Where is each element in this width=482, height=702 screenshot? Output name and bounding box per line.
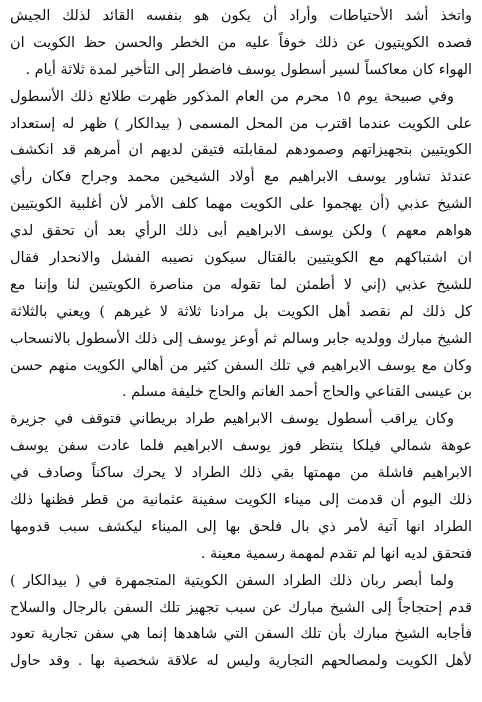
text-line: بن عيسى القناعي والحاج أحمد الغانم والحاج خليفة مسلم . <box>122 384 472 401</box>
text-line: فتحقق لديه انها لم تقدم لمهمة رسمية معينة . <box>200 545 472 562</box>
text-line: عوهة شمالي فيلكا ينتظر فوز يوسف الابراهيم فلما عادت سفن يوسف <box>10 438 472 455</box>
document-page <box>10 3 472 702</box>
text-line: الطراد انها آتية لأمر ذي بال فلحق بها إلى الميناء ليكشف سبب قدومها <box>10 518 472 535</box>
text-line: الشيخ مبارك وولديه جابر وسالم ثم أوعز يوسف إلى ذلك الأسطول بالانسحاب <box>10 330 472 347</box>
text-line: ذلك اليوم أن قدمت إلى ميناء الكويت سفينة عثمانية من قطر فظنها ذلك <box>10 492 472 509</box>
text-line: وكان يراقب أسطول يوسف الابراهيم طراد بريطاني فتوقف في جزيرة <box>10 411 454 428</box>
text-line: ولما أبصر ربان ذلك الطراد السفن الكويتية المتجمهرة في ( بيدالكار ) <box>10 572 454 589</box>
text-line: الابراهيم فاشلة من مهمتها بقي ذلك الطراد لا يحرك ساكناً وصادف في <box>10 465 472 482</box>
text-line: قدم إحتجاجاً إلى الشيخ مبارك عن سبب تجهيز تلك السفن بالرجال والسلاح <box>10 599 472 616</box>
text-line: عندئذ تشاور يوسف الابراهيم مع أولاد الشيخين محمد وجراح فكان رأي <box>10 169 472 186</box>
text-line: وكان مع يوسف الابراهيم في تلك السفن كثير من أهالي الكويت منهم حسن <box>10 357 472 374</box>
text-line: على الكويت عندما اقترب من المحل المسمى ( بيدالكار ) ظهر له إستعداد <box>10 115 472 132</box>
text-line: واتخذ أشد الأحتياطات وأراد أن يكون هو بنفسه القائد لذلك الجيش <box>10 8 472 24</box>
text-line: هواهم معهم ) ولكن يوسف الابراهيم أبى ذلك الرأي بعد أن تحقق لدي <box>10 223 472 240</box>
text-line: ان اشتباكهم مع الكويتيين بالقتال سيكون نصيبه الفشل والانحدار فقال <box>10 250 472 267</box>
text-line: لأهل الكويت ولمصالحهم التجارية وليس له علاقة شخصية بها . وقد حاول <box>10 653 472 670</box>
text-line: فأجابه الشيخ مبارك بأن تلك السفن التي شاهدها إنما هي سفن تجارية تعود <box>10 626 472 643</box>
text-line: للشيخ عذبي (إني لا أطمئن لما تقوله من مناصرة الكويتيين لنا وإننا مع <box>10 276 472 293</box>
text-line: الكويتيين بتجهيزاتهم وصمودهم لمقابلته فتيقن لديهم ان أمرهم قد انكشف <box>10 142 472 159</box>
text-line: الشيخ عذبي (أن يهجموا على الكويت مهما كلف الأمر لأن أغلبية الكويتيين <box>10 196 472 213</box>
text-line: وفي صبيحة يوم ١٥ محرم من العام المذكور ظهرت طلائع ذلك الأسطول <box>10 88 455 105</box>
text-line: فصده الكويتيون عن ذلك خوفاً عليه من الخطر والحسن حظ الكويت ان <box>10 34 472 51</box>
text-line: الهواء كان معاكساً لسير أسطول يوسف فاضطر إلى التأخير لمدة ثلاثة أيام . <box>25 61 472 78</box>
text-line: كل ذلك لم نقصد أهل الكويت بل مرادنا ثلاثة لا غيرهم ) ويعني بالثلاثة <box>10 303 472 320</box>
